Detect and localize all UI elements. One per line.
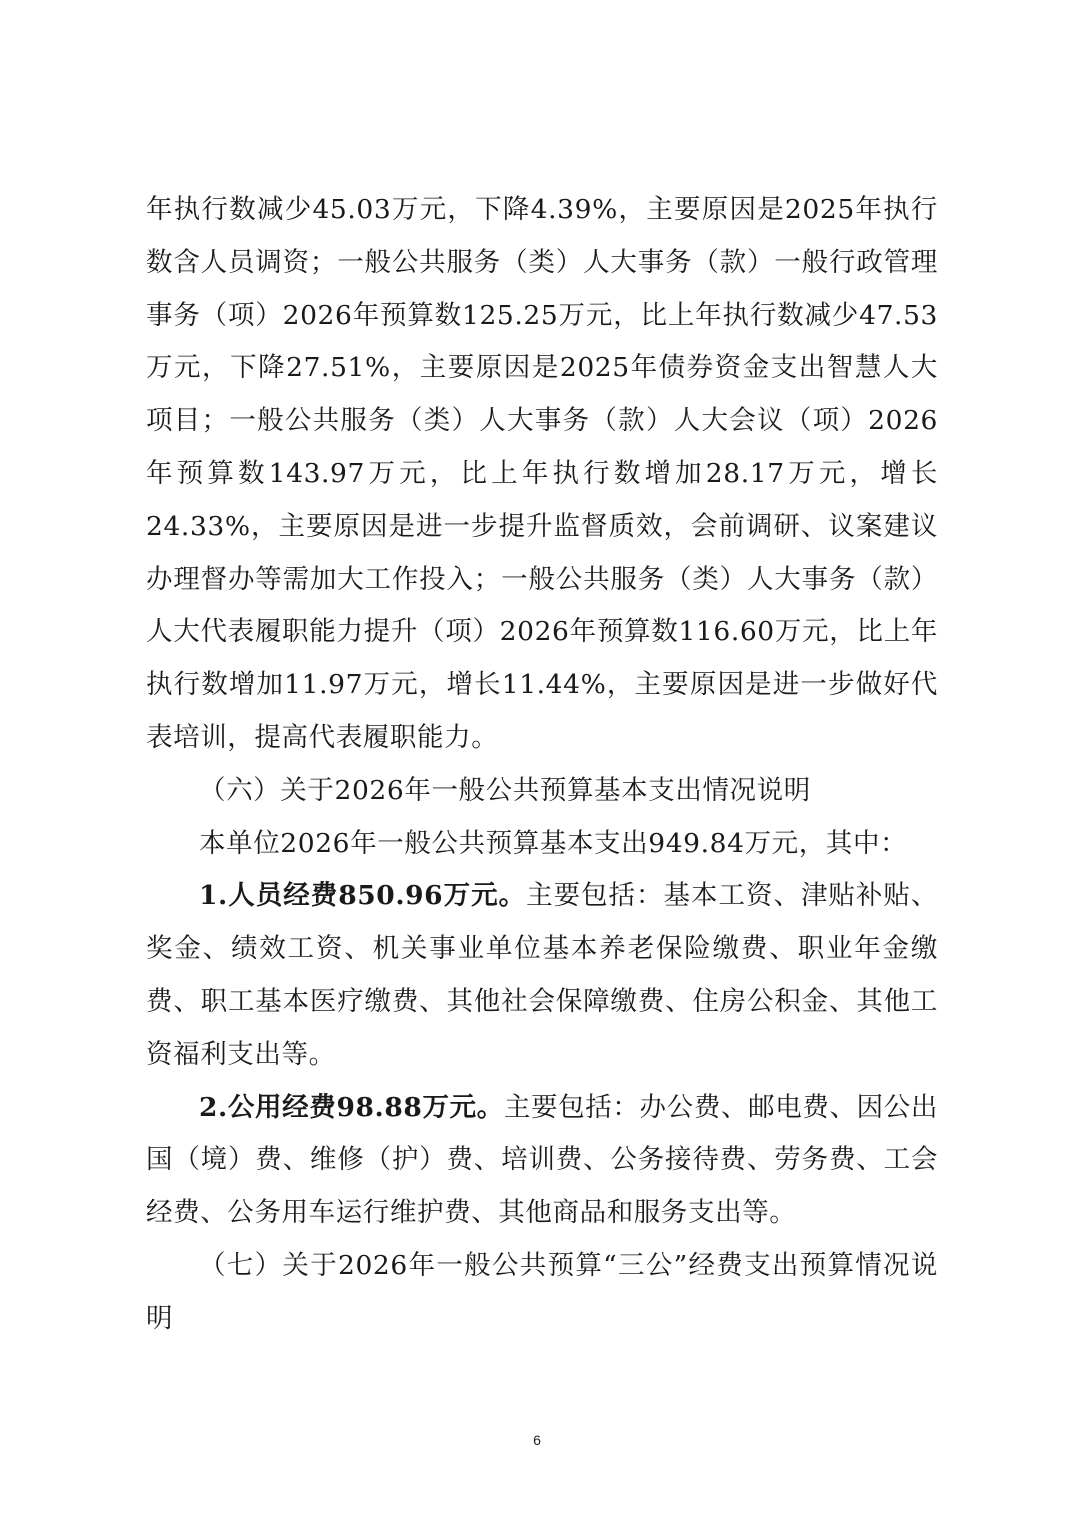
bold-lead-text: 1.人员经费850.96万元。 bbox=[199, 880, 527, 912]
page-number: 6 bbox=[533, 1432, 541, 1448]
paragraph-public-expenses bbox=[146, 1082, 938, 1240]
heading-text: （七）关于2026年一般公共预算“三公”经费支出预算情况说明 bbox=[146, 1249, 938, 1334]
paragraph-basic-expenditure-total bbox=[146, 818, 938, 871]
paragraph-personnel-expenses bbox=[146, 870, 938, 1081]
paragraph-text: 主要包括：基本工资、津贴补贴、奖金、绩效工资、机关事业单位基本养老保险缴费、职业年金缴费、职工基本医疗缴费、其他社会保障缴费、住房公积金、其他工资福利支出等。 bbox=[146, 880, 938, 1070]
section-heading-basic-expenditure bbox=[146, 765, 938, 818]
paragraph-text: 主要包括：办公费、邮电费、因公出国（境）费、维修（护）费、培训费、公务接待费、劳务费、工会经费、公务用车运行维护费、其他商品和服务支出等。 bbox=[146, 1091, 939, 1229]
section-heading-three-public-expenses bbox=[146, 1240, 938, 1346]
paragraph-text: 本单位2026年一般公共预算基本支出949.84万元，其中： bbox=[199, 827, 908, 859]
paragraph-budget-changes bbox=[146, 184, 938, 765]
heading-text: （六）关于2026年一般公共预算基本支出情况说明 bbox=[199, 774, 811, 806]
paragraph-text: 年执行数减少45.03万元，下降4.39%，主要原因是2025年执行数含人员调资；一般公共服务（类）人大事务（款）一般行政管理事务（项）2026年预算数125.25万元，比上年执行数减少47.53万元，下降27.51%，主要原因是2025年债券资金支出智慧人大项目；一般公共服务（类）人大事务（款）人大会议（项）2026年预算数143.97万元，比上年执行数增加28.17万元，增长24.33%，主要原因是进一步提升监督质效，会前调研、议案建议办理督办等需加大工作投入；一般公共服务（类）人大事务（款）人大代表履职能力提升（项）2026年预算数116.60万元，比上年执行数增加11.97万元，增长11.44%，主要原因是进一步做好代表培训，提高代表履职能力。 bbox=[146, 194, 938, 753]
bold-lead-text: 2.公用经费98.88万元。 bbox=[199, 1091, 504, 1123]
document-body bbox=[146, 184, 938, 1346]
